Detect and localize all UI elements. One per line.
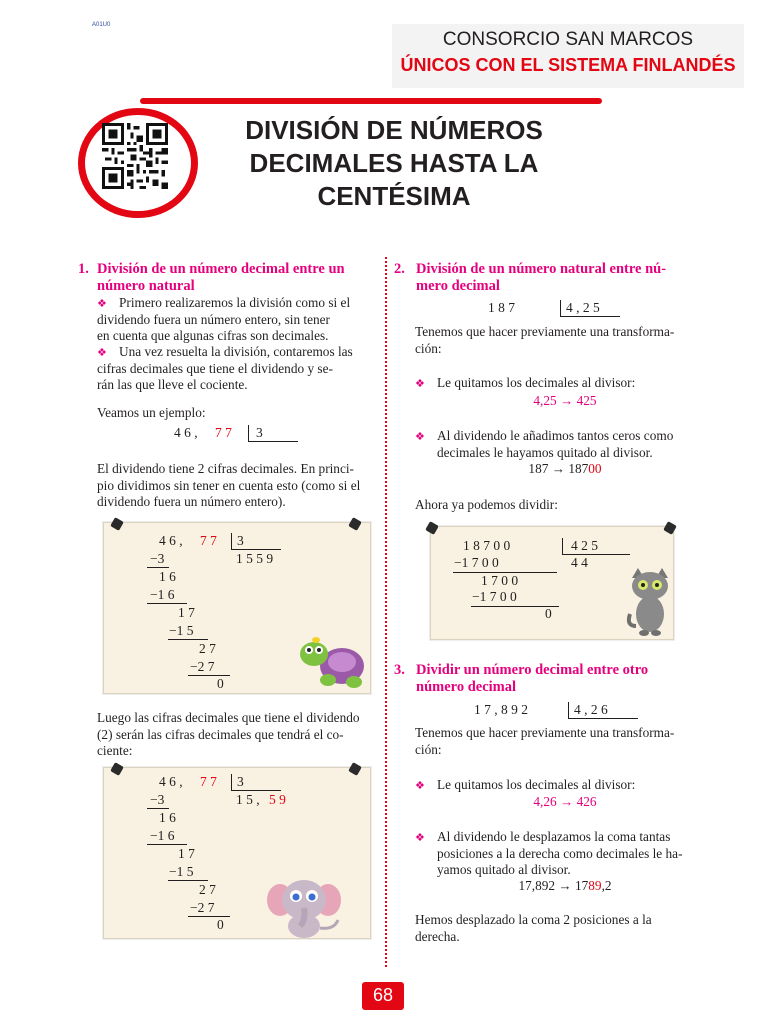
section-2-title-l2: mero decimal: [416, 278, 500, 294]
section-1-bullet-1: [97, 295, 375, 345]
subtraction-line: [168, 880, 208, 881]
division-bracket: [248, 425, 249, 442]
bullet-1-line-3: en cuenta que algunas cifras son decimales.: [97, 328, 329, 343]
section-1-number: 1.: [78, 261, 89, 277]
s3-bullet-1: [415, 777, 695, 794]
bullet-1-line-2: dividendo fuera un número entero, sin tener: [97, 311, 330, 327]
s2-formula-2-part-b: 00: [588, 461, 602, 476]
page-number: 68: [372, 985, 394, 1005]
pin-icon: [110, 762, 124, 776]
pin-icon: [663, 521, 677, 535]
s2-bullet-2-line-1: Al dividendo le añadimos tantos ceros como: [437, 428, 674, 443]
s3-p2-line-2: derecha.: [415, 928, 460, 944]
card2-step: −1 6: [150, 828, 175, 843]
paragraph-3: [97, 710, 375, 760]
bullet-2-line-2: cifras decimales que tiene el dividendo y se-: [97, 360, 333, 376]
s3-formula-2-part-a: 17,892 → 17: [518, 878, 589, 893]
card1-divisor: 3: [237, 533, 244, 548]
paragraph-2-line-3: dividendo fuera un número entero).: [97, 494, 286, 509]
card1-step: 0: [217, 676, 224, 691]
card3-step: 0: [545, 606, 552, 621]
s2-bullet-1: [415, 375, 695, 392]
paragraph-2-line-2: pio dividimos sin tener en cuenta esto (como si el: [97, 477, 361, 493]
section-1-bullet-2: [97, 344, 375, 394]
example-division: [174, 425, 304, 445]
card1-step: 2 7: [199, 641, 216, 656]
example-divisor: 3: [256, 425, 263, 440]
card2-step: 1 6: [159, 810, 176, 825]
s2-formula-2: [415, 461, 715, 477]
pin-icon: [348, 517, 362, 531]
card1-step: −1 6: [150, 587, 175, 602]
diamond-bullet-icon: ❖: [97, 347, 107, 359]
card2-step: −3: [150, 792, 165, 807]
s2-bullet-1-text: Le quitamos los decimales al divisor:: [437, 375, 636, 390]
card3-step: −1 7 0 0: [472, 589, 517, 604]
card2-step: 0: [217, 917, 224, 932]
s3-bullet-2-line-2: posiciones a la derecha como decimales le ha-: [437, 845, 683, 861]
publisher-name: CONSORCIO SAN MARCOS: [442, 29, 694, 50]
card3-dividend: 1 8 7 0 0: [463, 538, 511, 553]
s2-dividend: 1 8 7: [488, 300, 515, 315]
subtraction-line: [147, 603, 187, 604]
subtraction-line: [147, 808, 169, 809]
division-bracket: [560, 300, 561, 317]
section-1-title-l2: número natural: [97, 278, 195, 294]
page-title: [200, 114, 588, 213]
division-bracket: [562, 538, 563, 555]
card2-step: 2 7: [199, 882, 216, 897]
diamond-bullet-icon: ❖: [415, 832, 425, 844]
s2-divisor: 4 , 2 5: [566, 300, 600, 315]
diamond-bullet-icon: ❖: [415, 780, 425, 792]
s3-formula-1: 4,26 → 426: [533, 794, 597, 809]
section-2-number: 2.: [394, 261, 405, 277]
s3-bullet-2: [415, 829, 695, 879]
s3-paragraph-1: [415, 725, 695, 758]
s3-divisor: 4 , 2 6: [574, 702, 608, 717]
card2-dividend-dec: 7 7: [200, 774, 217, 789]
card3-step: −1 7 0 0: [454, 555, 499, 570]
card1-step: −3: [150, 551, 165, 566]
division-bracket: [568, 702, 569, 719]
card2-step: −1 5: [169, 864, 194, 879]
paragraph-3-line-1: Luego las cifras decimales que tiene el dividendo: [97, 710, 360, 725]
section-2-title-l1: División de un número natural entre nú-: [416, 261, 667, 277]
bullet-2-line-1: Una vez resuelta la división, contaremos las: [119, 344, 353, 359]
bullet-2-line-3: rán las que lleve el cociente.: [97, 377, 248, 392]
s2-formula-1: 4,25 → 425: [533, 393, 597, 408]
section-2-heading: [394, 261, 694, 295]
subtraction-line: [147, 567, 169, 568]
bullet-1-line-1: Primero realizaremos la división como si el: [119, 295, 351, 310]
s3-bullet-1-text: Le quitamos los decimales al divisor:: [437, 777, 636, 792]
column-divider: [385, 257, 387, 967]
example-dividend-int: 4 6 ,: [174, 425, 198, 440]
qr-code-icon[interactable]: [101, 123, 169, 189]
s3-dividend: 1 7 , 8 9 2: [474, 702, 528, 717]
s3-formula-2-part-b: 89: [588, 878, 602, 893]
s2-p1-line-2: ción:: [415, 340, 442, 356]
division-bracket: [248, 441, 298, 442]
division-bracket: [568, 718, 638, 719]
card3-quotient: 4 4: [571, 555, 588, 570]
s2-bullet-2-line-2: decimales le hayamos quitado al divisor.: [437, 444, 653, 460]
s3-p1-line-1: Tenemos que hacer previamente una transforma-: [415, 725, 675, 740]
section-2-division: [488, 300, 628, 320]
card1-step: 1 7: [178, 605, 195, 620]
pin-icon: [110, 517, 124, 531]
section-3-title-l2: número decimal: [416, 679, 517, 695]
publisher-slogan: ÚNICOS CON EL SISTEMA FINLANDÉS: [400, 55, 736, 75]
section-3-title-l1: Dividir un número decimal entre otro: [416, 662, 649, 678]
cat-illustration: [626, 566, 678, 638]
card1-step: −2 7: [190, 659, 215, 674]
card2-dividend-int: 4 6 ,: [159, 774, 183, 789]
division-bracket: [231, 549, 281, 550]
s2-bullet-2: [415, 428, 695, 461]
paragraph-3-line-3: ciente:: [97, 743, 133, 758]
subtraction-line: [147, 844, 187, 845]
pin-icon: [348, 762, 362, 776]
paragraph-2: [97, 461, 375, 511]
s3-p1-line-2: ción:: [415, 741, 442, 757]
example-label: Veamos un ejemplo:: [97, 405, 206, 420]
card2-quotient-int: 1 5 ,: [236, 792, 260, 807]
example-dividend-dec: 7 7: [215, 425, 232, 440]
division-bracket: [231, 774, 232, 791]
s3-formula-2-part-c: ,2: [601, 878, 612, 893]
diamond-bullet-icon: ❖: [415, 378, 425, 390]
title-red-bar: [140, 98, 602, 104]
card1-step: 1 6: [159, 569, 176, 584]
title-line-2: DECIMALES HASTA LA: [249, 148, 539, 178]
s3-bullet-2-line-1: Al dividendo le desplazamos la coma tantas: [437, 829, 671, 844]
title-line-3: CENTÉSIMA: [317, 181, 471, 211]
s2-paragraph-2: Ahora ya podemos dividir:: [415, 497, 558, 512]
diamond-bullet-icon: ❖: [97, 298, 107, 310]
card1-dividend-int: 4 6 ,: [159, 533, 183, 548]
paragraph-3-line-2: (2) serán las cifras decimales que tendrá el co-: [97, 726, 344, 742]
section-3-number: 3.: [394, 662, 405, 678]
diamond-bullet-icon: ❖: [415, 431, 425, 443]
card2-step: −2 7: [190, 900, 215, 915]
card2-step: 1 7: [178, 846, 195, 861]
division-bracket: [560, 316, 620, 317]
section-3-division: [474, 702, 644, 722]
s3-paragraph-2: [415, 912, 695, 945]
s3-formula-2: [415, 878, 715, 894]
section-1-title-l1: División de un número decimal entre un: [97, 261, 345, 277]
s3-bullet-2-line-3: yamos quitado al divisor.: [437, 862, 571, 877]
elephant-illustration: [266, 870, 346, 942]
turtle-illustration: [292, 628, 372, 692]
section-1-heading: [78, 261, 378, 295]
division-bracket: [231, 790, 281, 791]
card3-step: 1 7 0 0: [481, 573, 519, 588]
card1-step: −1 5: [169, 623, 194, 638]
subtraction-line: [168, 639, 208, 640]
section-3-heading: [394, 662, 694, 696]
s2-formula-2-part-a: 187 → 187: [528, 461, 589, 476]
s2-p1-line-1: Tenemos que hacer previamente una transforma-: [415, 324, 675, 339]
s3-p2-line-1: Hemos desplazado la coma 2 posiciones a la: [415, 912, 652, 927]
card1-quotient: 1 5 5 9: [236, 551, 274, 566]
paragraph-2-line-1: El dividendo tiene 2 cifras decimales. En princi-: [97, 461, 354, 476]
pin-icon: [425, 521, 439, 535]
division-bracket: [231, 533, 232, 550]
title-line-1: DIVISIÓN DE NÚMEROS: [245, 115, 543, 145]
card3-divisor: 4 2 5: [571, 538, 598, 553]
document-code: A01U0: [92, 22, 111, 28]
card2-divisor: 3: [237, 774, 244, 789]
s2-paragraph-1: [415, 324, 695, 357]
card1-dividend-dec: 7 7: [200, 533, 217, 548]
card2-quotient-dec: 5 9: [269, 792, 286, 807]
